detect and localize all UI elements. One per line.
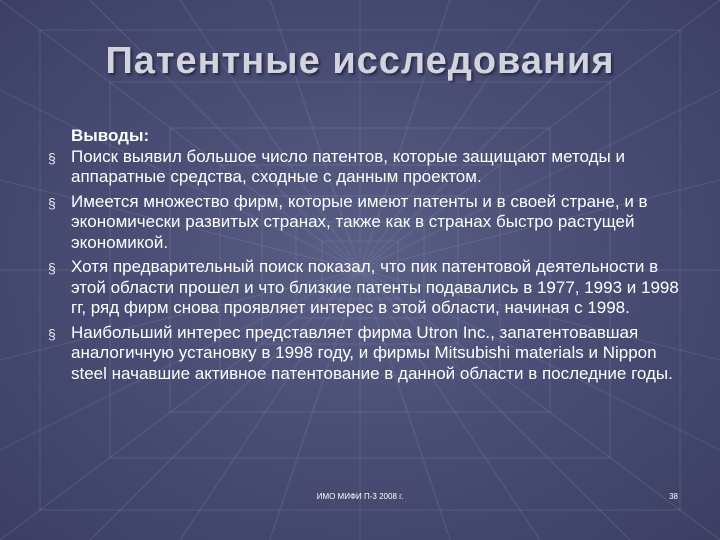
list-item	[48, 192, 688, 254]
bullet-icon: §	[48, 149, 56, 166]
bullet-text: Хотя предварительный поиск показал, что пик патентовой деятельности в этой области прошел и что близкие патенты подавались в 1977, 1993 и 1998 гг, ряд фирм снова проявляет интерес в этой области, начиная с 1998.	[71, 257, 679, 317]
slide-content	[48, 126, 688, 388]
bullet-icon: §	[48, 260, 56, 276]
list-item	[48, 323, 688, 385]
bullet-text: Поиск выявил большое число патентов, которые защищают методы и аппаратные средства, сходные с данным проектом.	[71, 146, 625, 186]
bullet-text: Имеется множество фирм, которые имеют патенты и в своей стране, и в экономически развитых странах, также как в странах быстро растущей экономикой.	[71, 191, 648, 252]
bullet-icon: §	[48, 194, 56, 211]
list-item	[48, 257, 688, 319]
slide-title: Патентные исследования	[105, 40, 615, 82]
bullet-text: Наибольший интерес представляет фирма Utron Inc., запатентовавшая аналогичную установку в 1998 году, и фирмы Mitsubishi materials и Nippon steel начавшие активное патентование в данной области в последние годы.	[71, 322, 673, 383]
page-number: 38	[669, 492, 678, 501]
slide-footer	[0, 492, 720, 508]
subheading: Выводы:	[71, 126, 150, 145]
list-item	[48, 147, 688, 188]
bullet-icon: §	[48, 325, 56, 342]
footer-text: ИМО МИФИ П-3 2008 г.	[316, 492, 404, 501]
bullet-list	[48, 147, 688, 385]
